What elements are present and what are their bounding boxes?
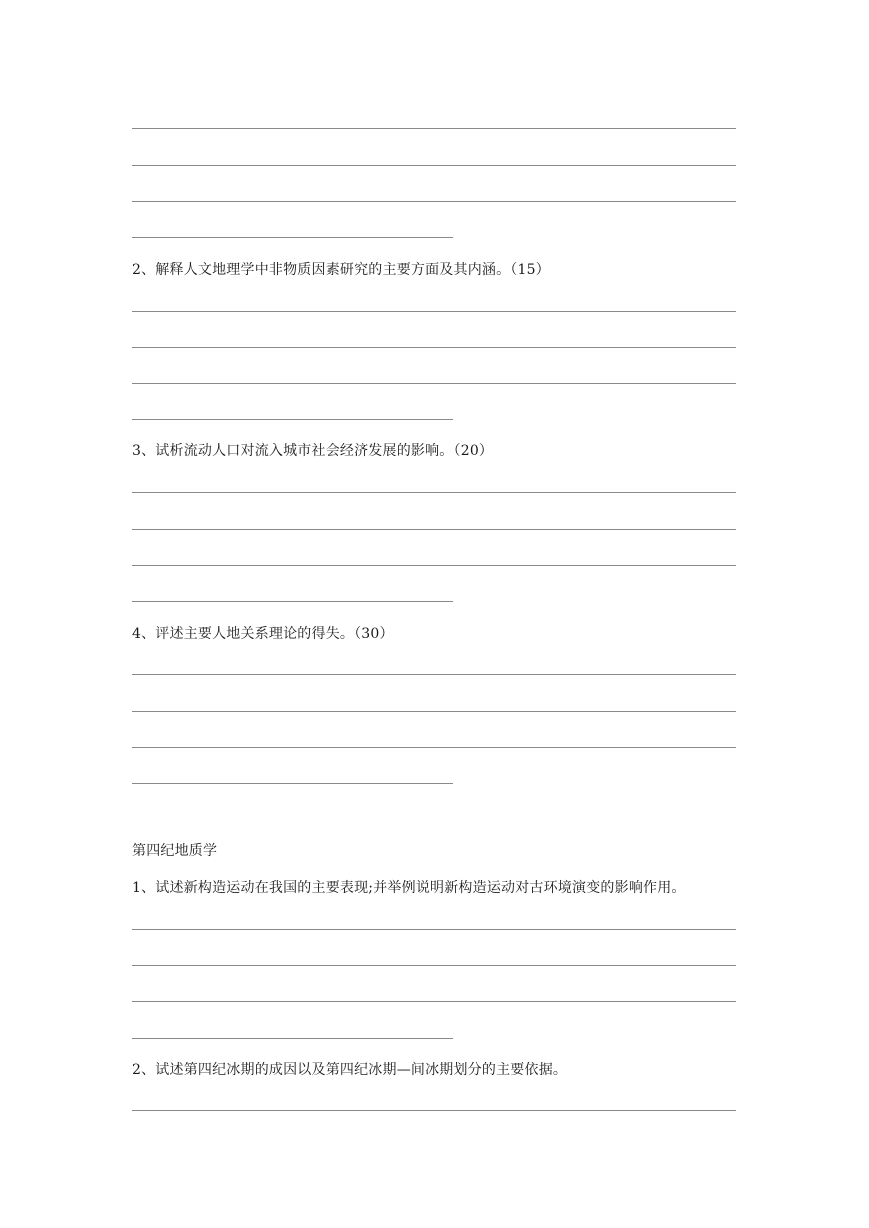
answer-line-short [132, 419, 453, 420]
answer-line [132, 929, 736, 930]
answer-line [132, 492, 736, 493]
answer-line [132, 711, 736, 712]
answer-line-short [132, 783, 453, 784]
answer-line [132, 383, 736, 384]
answer-line-short [132, 601, 453, 602]
answer-line [132, 165, 736, 166]
section-question-1: 1、试述新构造运动在我国的主要表现;并举例说明新构造运动对古环境演变的影响作用。 [132, 880, 686, 896]
question-4: 4、评述主要人地关系理论的得失。（30） [132, 626, 394, 642]
answer-line [132, 128, 736, 129]
question-3: 3、试析流动人口对流入城市社会经济发展的影响。（20） [132, 443, 494, 459]
answer-line [132, 201, 736, 202]
section-question-2: 2、试述第四纪冰期的成因以及第四纪冰期—间冰期划分的主要依据。 [132, 1062, 568, 1078]
answer-line [132, 965, 736, 966]
answer-line [132, 674, 736, 675]
section-title: 第四纪地质学 [132, 843, 218, 859]
answer-line [132, 565, 736, 566]
answer-line [132, 1001, 736, 1002]
answer-line-short [132, 237, 453, 238]
answer-line [132, 529, 736, 530]
answer-line [132, 347, 736, 348]
question-2: 2、解释人文地理学中非物质因素研究的主要方面及其内涵。（15） [132, 262, 550, 278]
answer-line [132, 1110, 736, 1111]
answer-line-short [132, 1038, 453, 1039]
answer-line [132, 311, 736, 312]
answer-line [132, 747, 736, 748]
